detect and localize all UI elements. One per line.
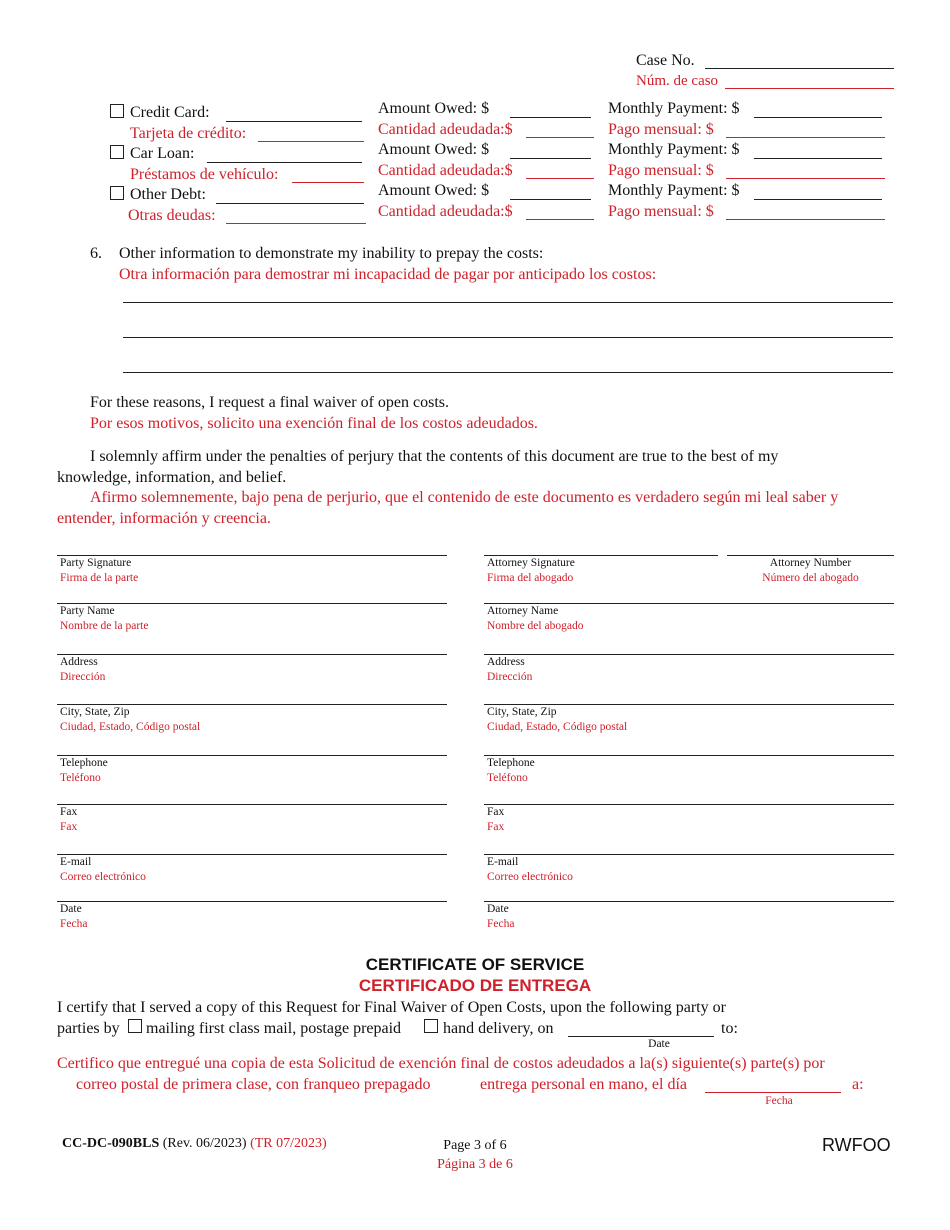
footer-code: RWFOO [822, 1135, 891, 1155]
amount-owed-field-es-2 [526, 178, 594, 179]
other-info-line-2[interactable] [123, 337, 893, 338]
party-field-label-es: Nombre de la parte [60, 620, 149, 632]
amount-owed-label-2: Amount Owed: $ [378, 141, 490, 158]
attorney-field-line-2[interactable] [484, 654, 894, 655]
attorney-field-label: Attorney Signature [487, 557, 575, 569]
monthly-payment-label-2: Monthly Payment: $ [608, 141, 740, 158]
party-field-label-es: Teléfono [60, 772, 101, 784]
attorney-field-line-1[interactable] [484, 603, 894, 604]
affirm-line-2: knowledge, information, and belief. [57, 469, 287, 486]
amount-owed-label-es-2: Cantidad adeudada:$ [378, 162, 513, 179]
amount-owed-label-3: Amount Owed: $ [378, 182, 490, 199]
amount-owed-field-2[interactable] [510, 158, 591, 159]
attorney-field-label-es: Ciudad, Estado, Código postal [487, 721, 628, 733]
party-field-label: Date [60, 903, 82, 915]
service-date-label-es: Fecha [765, 1095, 793, 1107]
party-field-label: City, State, Zip [60, 706, 130, 718]
attorney-field-line-7[interactable] [484, 901, 894, 902]
certificate-title-es: CERTIFICADO DE ENTREGA [358, 976, 592, 995]
attorney-field-line-5[interactable] [484, 804, 894, 805]
certificate-to-es: a: [852, 1076, 864, 1093]
attorney-field-label-es: Nombre del abogado [487, 620, 584, 632]
party-field-label: Address [60, 656, 98, 668]
attorney-field-line-4[interactable] [484, 755, 894, 756]
service-date-field-es [705, 1092, 841, 1093]
mail-checkbox[interactable] [128, 1019, 142, 1033]
attorney-number-label: Attorney Number [769, 557, 852, 569]
amount-owed-label-es-3: Cantidad adeudada:$ [378, 203, 513, 220]
monthly-payment-label-es-2: Pago mensual: $ [608, 162, 714, 179]
attorney-field-label-es: Fecha [487, 918, 515, 930]
other-debt-field-es [226, 223, 366, 224]
party-field-label-es: Fax [60, 821, 78, 833]
affirm-line-2-es: entender, información y creencia. [57, 510, 271, 527]
other-debt-label-es: Otras deudas: [128, 207, 216, 224]
credit-card-label: Credit Card: [130, 104, 210, 121]
credit-card-field[interactable] [226, 121, 362, 122]
certificate-title: CERTIFICATE OF SERVICE [365, 955, 585, 974]
party-field-label: Party Name [60, 605, 115, 617]
other-debt-field[interactable] [216, 203, 364, 204]
party-field-line-1[interactable] [57, 603, 447, 604]
attorney-field-line-3[interactable] [484, 704, 894, 705]
credit-card-field-es [258, 141, 364, 142]
case-no-label: Case No. [636, 52, 695, 69]
footer-form-id: CC-DC-090BLS [62, 1136, 160, 1151]
certificate-hand-es: entrega personal en mano, el día [480, 1076, 688, 1093]
car-loan-label: Car Loan: [130, 145, 195, 162]
request-text-es: Por esos motivos, solicito una exención final de los costos adeudados. [90, 415, 538, 432]
service-date-label: Date [648, 1038, 670, 1050]
car-loan-field-es [292, 182, 364, 183]
case-no-label-es: Núm. de caso [636, 73, 719, 89]
footer-rev: (Rev. 06/2023) [162, 1136, 247, 1151]
monthly-payment-field-2[interactable] [754, 158, 882, 159]
party-field-label-es: Firma de la parte [60, 572, 139, 584]
service-date-field[interactable] [568, 1036, 714, 1037]
monthly-payment-label-1: Monthly Payment: $ [608, 100, 740, 117]
footer-form-id-group [62, 1136, 327, 1152]
monthly-payment-label-es-1: Pago mensual: $ [608, 121, 714, 138]
attorney-field-label-es: Fax [487, 821, 505, 833]
party-field-line-3[interactable] [57, 704, 447, 705]
attorney-field-label-es: Dirección [487, 671, 533, 683]
party-field-line-0[interactable] [57, 555, 447, 556]
party-field-label: E-mail [60, 856, 92, 868]
item6-text: Other information to demonstrate my inability to prepay the costs: [119, 245, 544, 262]
monthly-payment-label-3: Monthly Payment: $ [608, 182, 740, 199]
amount-owed-field-1[interactable] [510, 117, 591, 118]
attorney-field-line-0[interactable] [484, 555, 718, 556]
footer-page-es: Página 3 de 6 [437, 1157, 513, 1172]
car-loan-label-es: Préstamos de vehículo: [130, 166, 279, 183]
attorney-field-label: Telephone [487, 757, 535, 769]
certificate-to: to: [721, 1020, 738, 1037]
certificate-line-1: I certify that I served a copy of this Request for Final Waiver of Open Costs, upon the following party or [57, 999, 726, 1016]
party-field-label-es: Ciudad, Estado, Código postal [60, 721, 201, 733]
attorney-number-label-es: Número del abogado [762, 572, 859, 584]
affirm-line-1-es: Afirmo solemnemente, bajo pena de perjurio, que el contenido de este documento es verdadero según mi leal saber y [90, 489, 839, 506]
certificate-mail-es: correo postal de primera clase, con franqueo prepagado [76, 1076, 431, 1093]
party-field-label: Party Signature [60, 557, 132, 569]
amount-owed-label-es-1: Cantidad adeudada:$ [378, 121, 513, 138]
attorney-field-label-es: Firma del abogado [487, 572, 574, 584]
monthly-payment-field-1[interactable] [754, 117, 882, 118]
party-field-line-4[interactable] [57, 755, 447, 756]
party-field-label-es: Correo electrónico [60, 871, 146, 883]
credit-card-label-es: Tarjeta de crédito: [130, 125, 247, 142]
attorney-number-line[interactable] [727, 555, 894, 556]
case-no-field-es [725, 88, 894, 89]
attorney-field-line-6[interactable] [484, 854, 894, 855]
party-field-label-es: Dirección [60, 671, 106, 683]
attorney-field-label-es: Correo electrónico [487, 871, 573, 883]
party-field-line-6[interactable] [57, 854, 447, 855]
monthly-payment-field-es-1 [726, 137, 885, 138]
item6-text-es: Otra información para demostrar mi incapacidad de pagar por anticipado los costos: [119, 266, 657, 283]
attorney-field-label-es: Teléfono [487, 772, 528, 784]
attorney-field-label: E-mail [487, 856, 519, 868]
certificate-hand: hand delivery, on [443, 1020, 554, 1037]
case-no-field[interactable] [705, 68, 894, 69]
attorney-field-label: Attorney Name [487, 605, 559, 617]
credit-card-checkbox[interactable] [110, 104, 124, 118]
other-debt-label: Other Debt: [130, 186, 206, 203]
monthly-payment-label-es-3: Pago mensual: $ [608, 203, 714, 220]
amount-owed-label-1: Amount Owed: $ [378, 100, 490, 117]
party-field-label-es: Fecha [60, 918, 88, 930]
car-loan-checkbox[interactable] [110, 145, 124, 159]
certificate-parties-by: parties by [57, 1020, 120, 1037]
item6-number: 6. [90, 245, 102, 262]
amount-owed-field-es-1 [526, 137, 594, 138]
attorney-field-label: City, State, Zip [487, 706, 557, 718]
party-field-label: Fax [60, 806, 78, 818]
attorney-field-label: Address [487, 656, 525, 668]
party-field-label: Telephone [60, 757, 108, 769]
car-loan-field[interactable] [207, 162, 362, 163]
attorney-field-label: Fax [487, 806, 505, 818]
attorney-field-label: Date [487, 903, 509, 915]
other-info-line-1[interactable] [123, 302, 893, 303]
party-field-line-5[interactable] [57, 804, 447, 805]
certificate-mail: mailing first class mail, postage prepaid [146, 1020, 402, 1037]
party-field-line-2[interactable] [57, 654, 447, 655]
certificate-line-1-es: Certifico que entregué una copia de esta Solicitud de exención final de costos adeudados a la(s) siguiente(s) parte(s) por [57, 1055, 825, 1072]
other-debt-checkbox[interactable] [110, 186, 124, 200]
amount-owed-field-es-3 [526, 219, 594, 220]
monthly-payment-field-es-3 [726, 219, 885, 220]
hand-delivery-checkbox[interactable] [424, 1019, 438, 1033]
amount-owed-field-3[interactable] [510, 199, 591, 200]
party-field-line-7[interactable] [57, 901, 447, 902]
affirm-line-1: I solemnly affirm under the penalties of perjury that the contents of this document are true to the best of my [90, 448, 779, 465]
monthly-payment-field-es-2 [726, 178, 885, 179]
request-text: For these reasons, I request a final waiver of open costs. [90, 394, 449, 411]
footer-page: Page 3 of 6 [443, 1138, 507, 1153]
monthly-payment-field-3[interactable] [754, 199, 882, 200]
other-info-line-3[interactable] [123, 372, 893, 373]
footer-tr: (TR 07/2023) [250, 1136, 327, 1151]
